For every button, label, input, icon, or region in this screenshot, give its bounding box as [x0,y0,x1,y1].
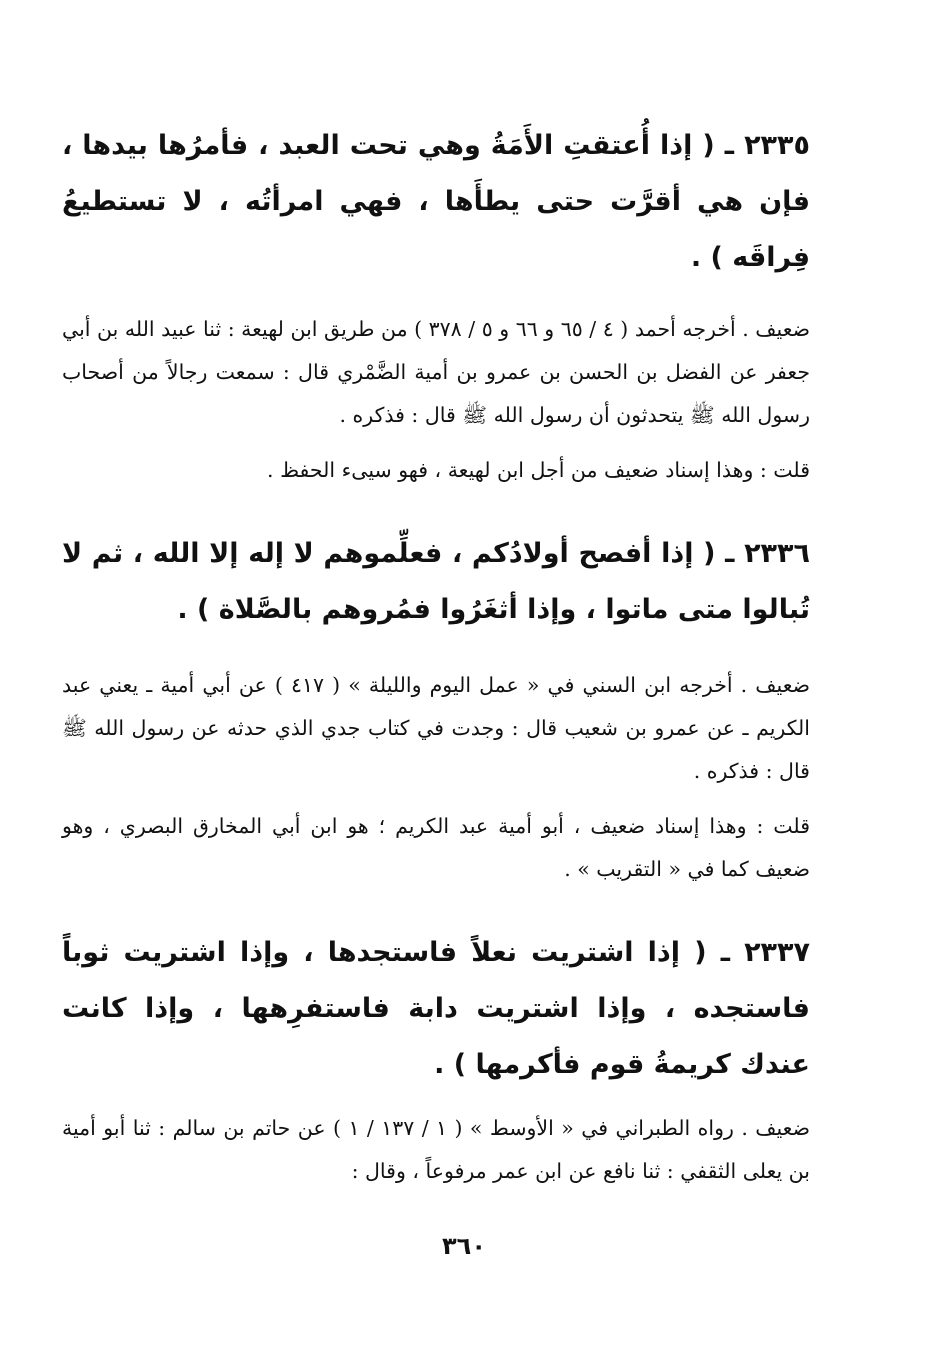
hadith-2336-takhrij: ضعيف . أخرجه ابن السني في « عمل اليوم والليلة » ( ٤١٧ ) عن أبي أمية ـ يعني عبد الكريم ـ عن عمرو بن شعيب قال : وجدت في كتاب جدي الذي حدثه عن رسول الله ﷺ قال : فذكره . [62,673,810,783]
hadith-2337-text: ٢٣٣٧ ـ ( إذا اشتريت نعلاً فاستجدها ، وإذا اشتريت ثوباً فاستجده ، وإذا اشتريت دابة فاستفرِهها ، وإذا كانت عندك كريمةُ قوم فأكرمها ) . [62,937,810,1080]
hadith-2336-text: ٢٣٣٦ ـ ( إذا أفصح أولادُكم ، فعلِّموهم لا إله إلا الله ، ثم لا تُبالوا متى ماتوا ، وإذا أثغَرُوا فمُروهم بالصَّلاة ) . [62,538,810,625]
hadith-2335-takhrij: ضعيف . أخرجه أحمد ( ٤ / ٦٥ و ٦٦ و ٥ / ٣٧٨ ) من طريق ابن لهيعة : ثنا عبيد الله بن أبي جعفر عن الفضل بن الحسن بن عمرو بن أمية الضَّمْري قال : سمعت رجالاً من أصحاب رسول الله ﷺ يتحدثون أن رسول الله ﷺ قال : فذكره . [62,317,811,427]
hadith-2337-takhrij: ضعيف . رواه الطبراني في « الأوسط » ( ١ / ١٣٧ / ١ ) عن حاتم بن سالم : ثنا أبو أمية بن يعلى الثقفي : ثنا نافع عن ابن عمر مرفوعاً ، وقال : [62,1116,810,1183]
hadith-2335-comment: قلت : وهذا إسناد ضعيف من أجل ابن لهيعة ، فهو سيىء الحفظ . [267,458,810,482]
hadith-2336-comment: قلت : وهذا إسناد ضعيف ، أبو أمية عبد الكريم ؛ هو ابن أبي المخارق البصري ، وهو ضعيف كما في « التقريب » . [62,814,810,881]
hadith-2335-text: ٢٣٣٥ ـ ( إذا أُعتقتِ الأَمَةُ وهي تحت العبد ، فأمرُها بيدها ، فإن هي أقرَّت حتى يطأَها ، فهي امرأتُه ، لا تستطيعُ فِراقَه ) . [62,130,810,273]
page-body [62,118,810,1193]
page-number: ٣٦٠ [442,1232,486,1260]
